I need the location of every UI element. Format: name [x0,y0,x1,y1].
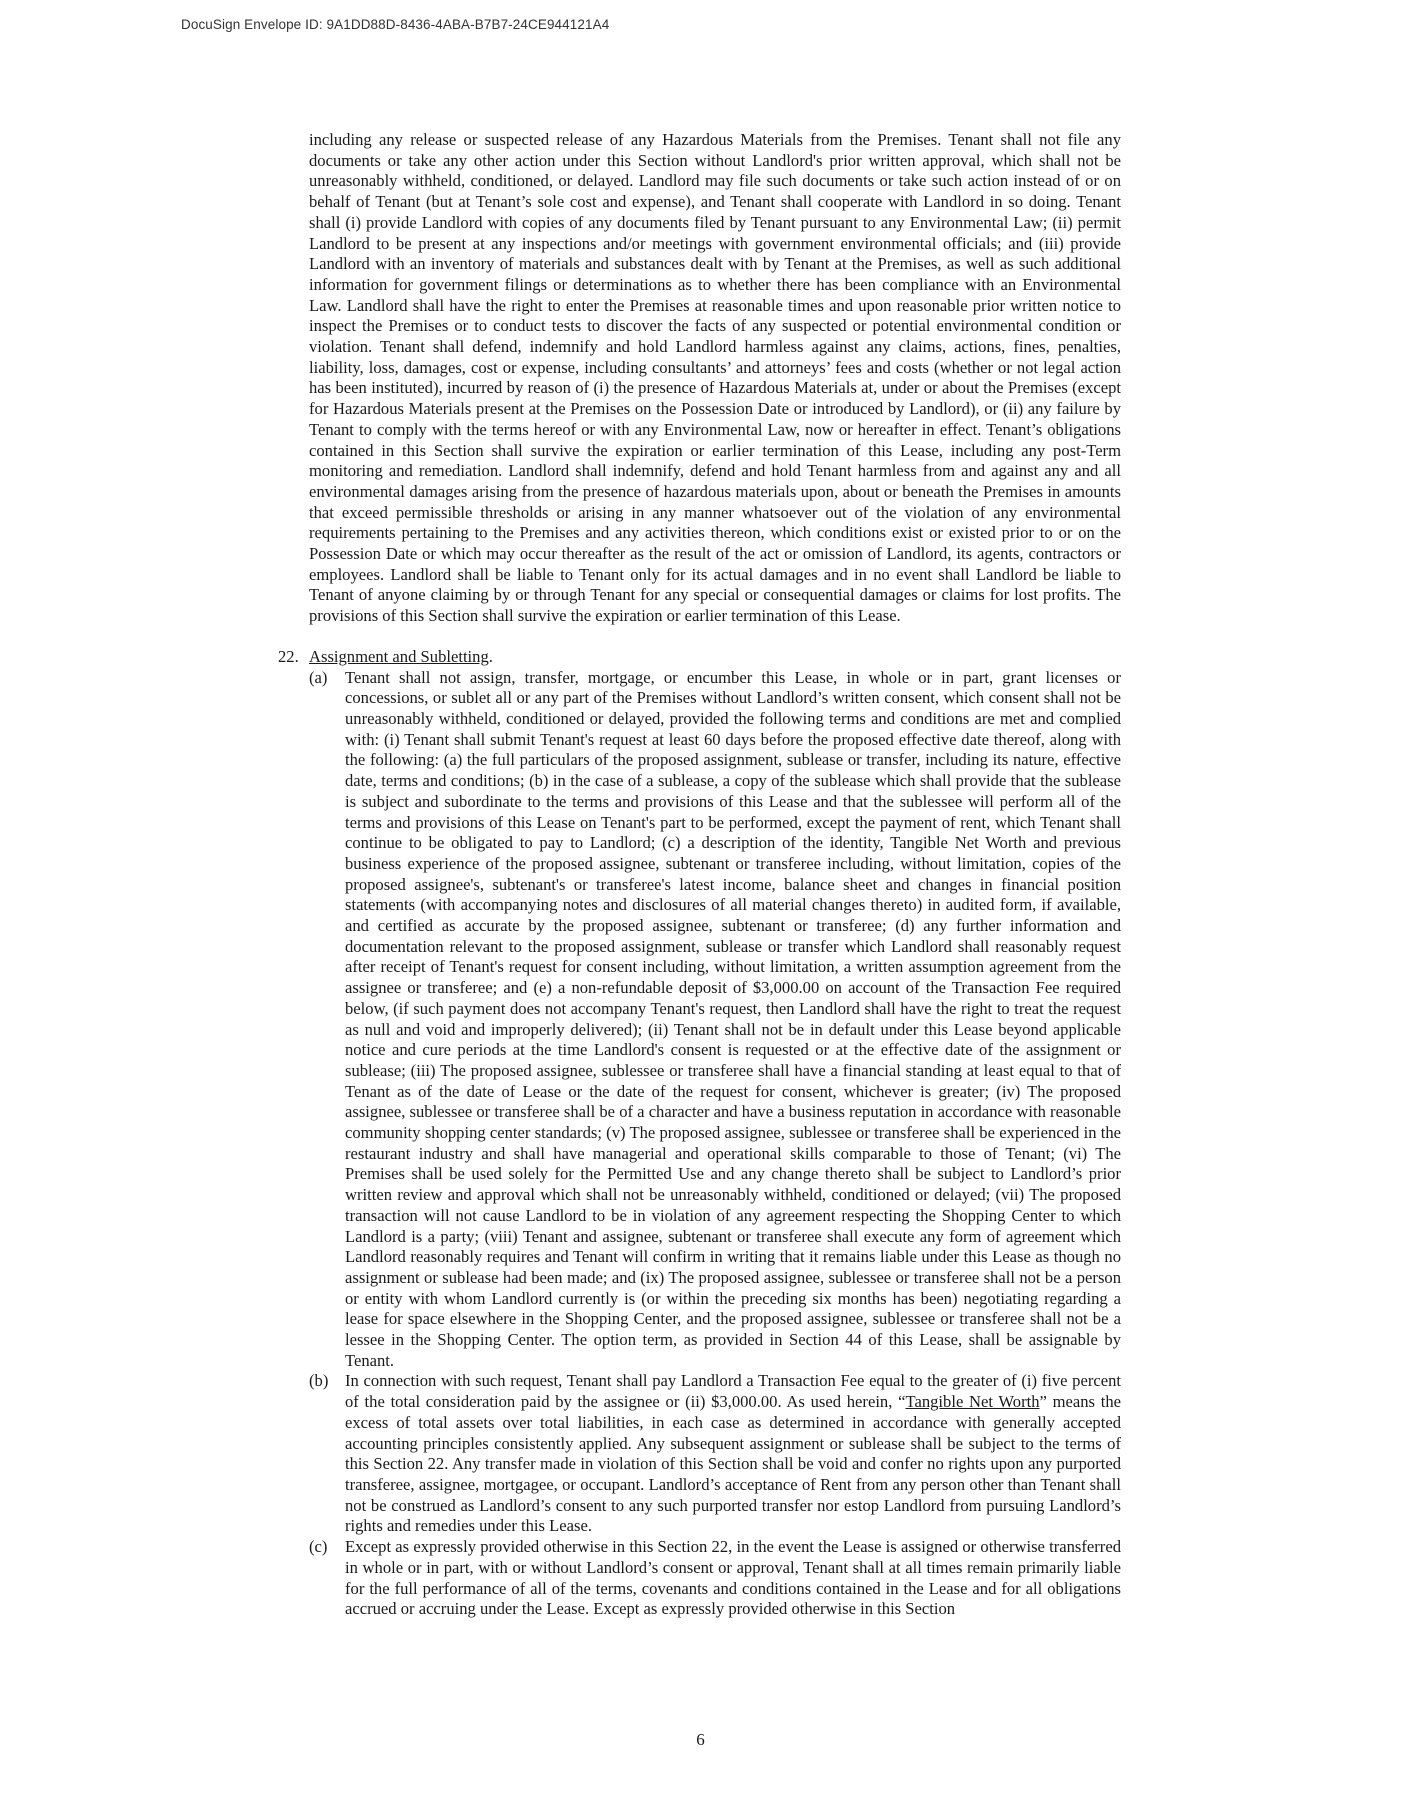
section-heading [278,646,1121,668]
document-body [278,130,1122,1620]
subsection-text: Tenant shall not assign, transfer, mortgage, or encumber this Lease, in whole or in part, grant licenses or concessions, or sublet all or any part of the Premises without Landlord’s written consent, which consent shall not be unreasonably withheld, conditioned or delayed, provided the following terms and conditions are met and complied with: (i) Tenant shall submit Tenant's request at least 60 days before the proposed effective date thereof, along with the following: (a) the full particulars of the proposed assignment, sublease or transfer, including its nature, effective date, terms and conditions; (b) in the case of a sublease, a copy of the sublease which shall provide that the sublease is subject and subordinate to the terms and provisions of this Lease and that the sublessee will perform all of the terms and provisions of this Lease on Tenant's part to be performed, except the payment of rent, which Tenant shall continue to be obligated to pay to Landlord; (c) a description of the identity, Tangible Net Worth and previous business experience of the proposed assignee, subtenant or transferee including, without limitation, copies of the proposed assignee's, subtenant's or transferee's latest income, balance sheet and changes in financial position statements (with accompanying notes and disclosures of all material changes thereto) in audited form, if available, and certified as accurate by the proposed assignee, subtenant or transferee; (d) any further information and documentation relevant to the proposed assignment, sublease or transfer which Landlord shall reasonably request after receipt of Tenant's request for consent including, without limitation, a written assumption agreement from the assignee or transferee; and (e) a non-refundable deposit of $3,000.00 on account of the Transaction Fee required below, (if such payment does not accompany Tenant's request, then Landlord shall have the right to treat the request as null and void and improperly delivered); (ii) Tenant shall not be in default under this Lease beyond applicable notice and cure periods at the time Landlord's consent is requested or at the effective date of the assignment or sublease; (iii) The proposed assignee, sublessee or transferee shall have a financial standing at least equal to that of Tenant as of the date of Lease or the date of the request for consent, whichever is greater; (iv) The proposed assignee, sublessee or transferee shall be of a character and have a business reputation in accordance with reasonable community shopping center standards; (v) The proposed assignee, sublessee or transferee shall be experienced in the restaurant industry and shall have managerial and operational skills comparable to those of Tenant; (vi) The Premises shall be used solely for the Permitted Use and any change thereto shall be subject to Landlord’s prior written review and approval which shall not be unreasonably withheld, conditioned or delayed; (vii) The proposed transaction will not cause Landlord to be in violation of any agreement respecting the Shopping Center to which Landlord is a party; (viii) Tenant and assignee, subtenant or transferee shall execute any form of agreement which Landlord reasonably requires and Tenant will confirm in writing that it remains liable under this Lease as though no assignment or sublease had been made; and (ix) The proposed assignee, sublessee or transferee shall not be a person or entity with whom Landlord currently is (or within the preceding six months has been) negotiating regarding a lease for space elsewhere in the Shopping Center, and the proposed assignee, sublessee or transferee shall not be a lessee in the Shopping Center. The option term, as provided in Section 44 of this Lease, shall be assignable by Tenant. [345,667,1121,1370]
subsection-c [309,1537,1121,1620]
section-number: 22. [278,646,299,666]
docusign-envelope-id: DocuSign Envelope ID: 9A1DD88D-8436-4ABA-B7B7-24CE944121A4 [181,17,610,32]
subsection-label: (b) [309,1371,329,1391]
page-number: 6 [696,1730,705,1749]
subsection-label: (a) [309,667,328,687]
subsection-a [309,667,1121,1372]
continuation-paragraph: including any release or suspected release of any Hazardous Materials from the Premises. Tenant shall not file any documents or take any other action under this Section without Landlord's prior written approval, which shall not be unreasonably withheld, conditioned, or delayed. Landlord may file such documents or take such action instead of or on behalf of Tenant (but at Tenant’s sole cost and expense), and Tenant shall cooperate with Landlord in so doing. Tenant shall (i) provide Landlord with copies of any documents filed by Tenant pursuant to any Environmental Law; (ii) permit Landlord to be present at any inspections and/or meetings with government environmental officials; and (iii) provide Landlord with an inventory of materials and substances dealt with by Tenant at the Premises, as well as such additional information for government filings or determinations as to whether there has been compliance with an Environmental Law. Landlord shall have the right to enter the Premises at reasonable times and upon reasonable prior written notice to inspect the Premises or to conduct tests to discover the facts of any suspected or potential environmental condition or violation. Tenant shall defend, indemnify and hold Landlord harmless against any claims, actions, fines, penalties, liability, loss, damages, cost or expense, including consultants’ and attorneys’ fees and costs (whether or not legal action has been instituted), incurred by reason of (i) the presence of Hazardous Materials at, under or about the Premises (except for Hazardous Materials present at the Premises on the Possession Date or introduced by Landlord), or (ii) any failure by Tenant to comply with the terms hereof or with any Environmental Law, now or hereafter in effect. Tenant’s obligations contained in this Section shall survive the expiration or earlier termination of this Lease, including any post-Term monitoring and remediation. Landlord shall indemnify, defend and hold Tenant harmless from and against any and all environmental damages arising from the presence of hazardous materials upon, about or beneath the Premises in amounts that exceed permissible thresholds or arising in any manner whatsoever out of the violation of any environmental requirements pertaining to the Premises and any activities thereon, which conditions exist or existed prior to or on the Possession Date or which may occur thereafter as the result of the act or omission of Landlord, its agents, contractors or employees. Landlord shall be liable to Tenant only for its actual damages and in no event shall Landlord be liable to Tenant of anyone claiming by or through Tenant for any special or consequential damages or claims for lost profits. The provisions of this Section shall survive the expiration or earlier termination of this Lease. [309,130,1121,626]
subsection-text-before: In connection with such request, Tenant shall pay Landlord a Transaction Fee equal to the greater of (i) five percent of the total consideration paid by the assignee or (ii) $3,000.00. As used herein, “ [345,1371,1121,1412]
subsection-text: Except as expressly provided otherwise in this Section 22, in the event the Lease is assigned or otherwise transferred in whole or in part, with or without Landlord’s consent or approval, Tenant shall at all times remain primarily liable for the full performance of all of the terms, covenants and conditions contained in the Lease and for all obligations accrued or accruing under the Lease. Except as expressly provided otherwise in this Section [345,1537,1121,1619]
defined-term: Tangible Net Worth [905,1392,1040,1412]
subsection-label: (c) [309,1537,328,1557]
subsection-text-after: ” means the excess of total assets over total liabilities, in each case as determined in accordance with generally accepted accounting principles consistently applied. Any subsequent assignment or sublease shall be subject to the terms of this Section 22. Any transfer made in violation of this Section shall be void and confer no rights upon any purported transferee, assignee, mortgagee, or occupant. Landlord’s acceptance of Rent from any person other than Tenant shall not be construed as Landlord’s consent to any such purported transfer nor estop Landlord from pursuing Landlord’s rights and remedies under this Lease. [345,1392,1122,1536]
section-title-period: . [488,646,493,666]
subsection-b [309,1371,1122,1537]
section-title: Assignment and Subletting [309,646,489,666]
